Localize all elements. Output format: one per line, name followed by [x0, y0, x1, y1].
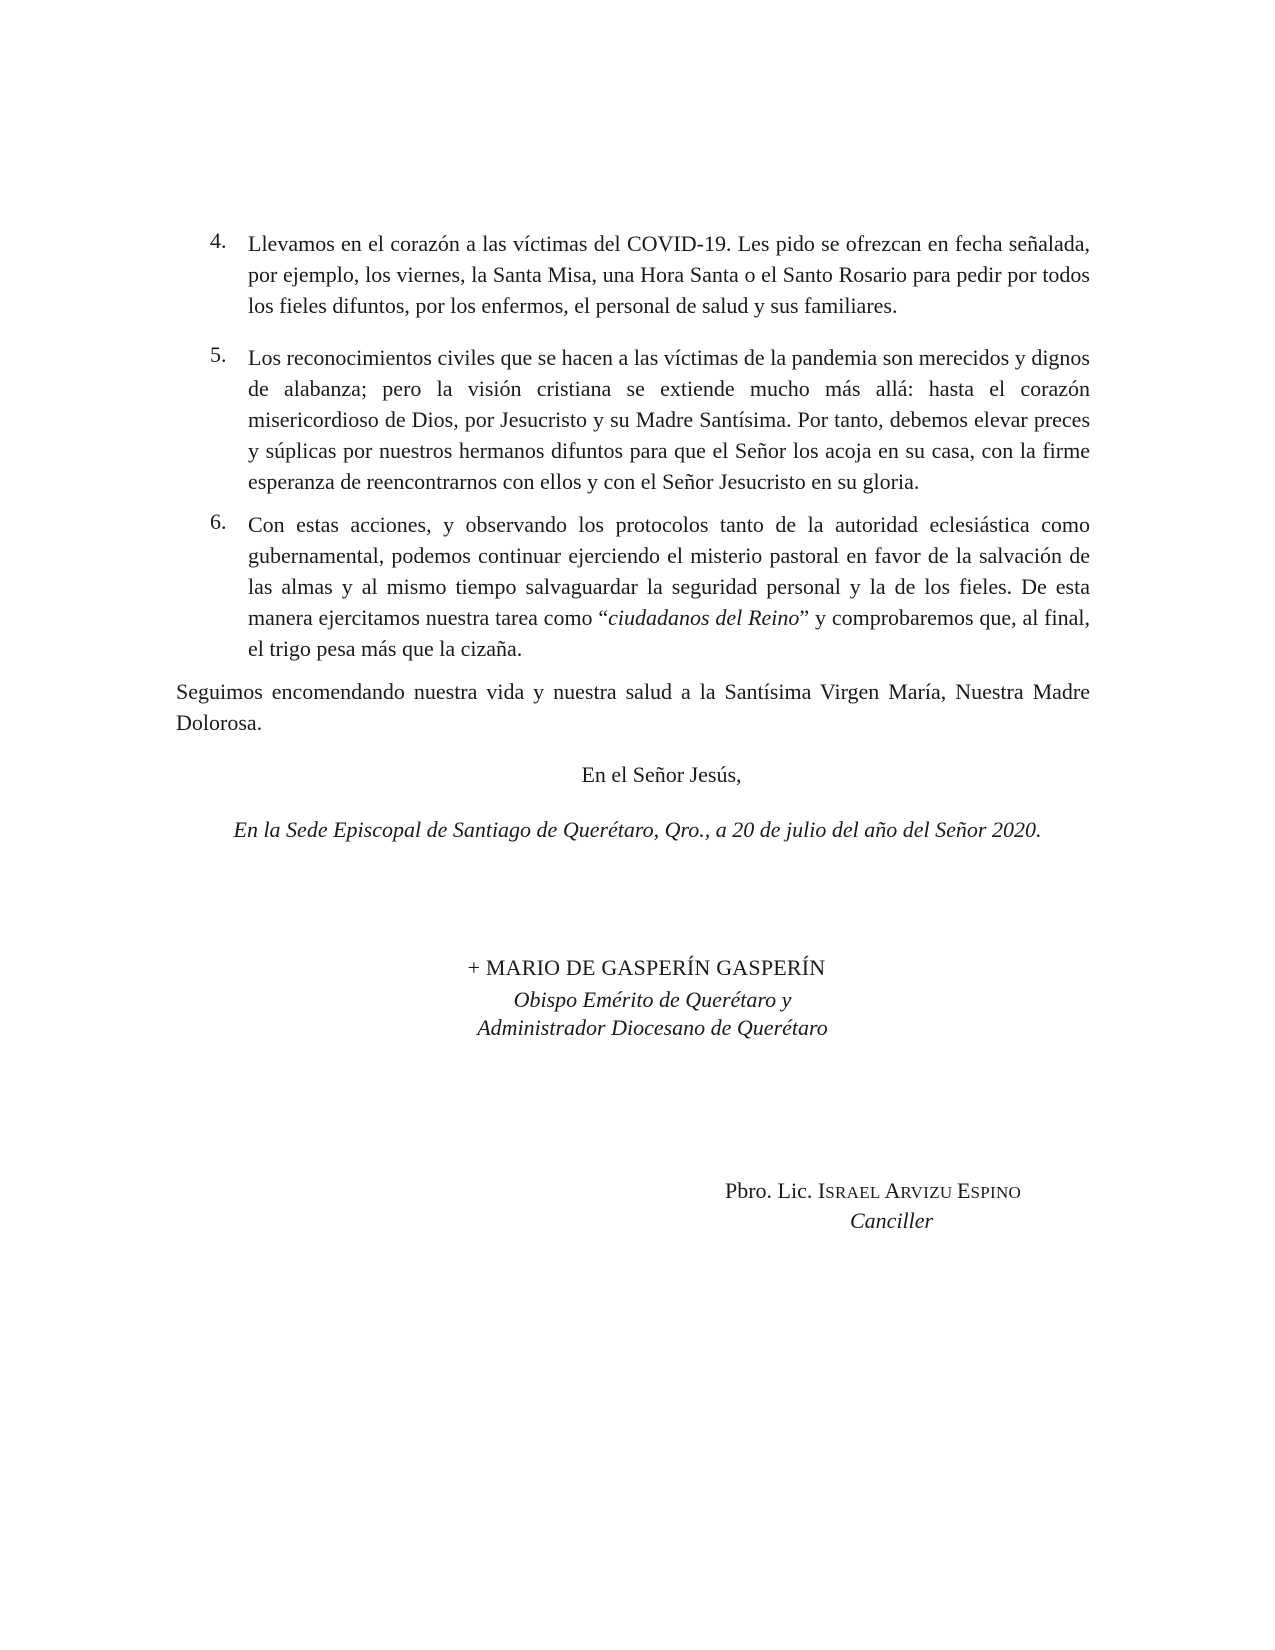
name-initial: I	[817, 1178, 826, 1203]
name-smallcaps: SRAEL	[825, 1183, 885, 1202]
text-before: Con estas acciones, y observando los protocolos tanto de la autoridad eclesiástica como gubernamental, podemos continuar ejerciendo el misterio pastoral en favor de la salvación de las almas y al mismo tiempo salvaguardar la seguridad personal y la de los fieles. De esta manera ejercitamos nuestra tarea como “	[248, 512, 1090, 630]
salutation: En el Señor Jesús,	[581, 762, 742, 787]
bishop-name: + MARIO DE GASPERÍN GASPERÍN	[467, 955, 826, 980]
closing-paragraph: Seguimos encomendando nuestra vida y nuestra salud a la Santísima Virgen María, Nuestra Madre Dolorosa.	[176, 679, 1090, 735]
bishop-title-line-1: Obispo Emérito de Querétaro y	[513, 987, 792, 1012]
chancellor-title: Canciller	[850, 1208, 934, 1233]
list-number: 5.	[210, 342, 227, 367]
chancellor-name	[725, 1178, 1065, 1204]
name-initial: E	[957, 1178, 971, 1203]
bishop-title-line-2: Administrador Diocesano de Querétaro	[477, 1015, 828, 1040]
list-item-text	[248, 509, 1090, 664]
list-item-5	[210, 342, 1090, 497]
list-item-text: Llevamos en el corazón a las víctimas del COVID-19. Les pido se ofrezcan en fecha señalada, por ejemplo, los viernes, la Santa Misa, una Hora Santa o el Santo Rosario para pedir por todos los fieles difuntos, por los enfermos, el personal de salud y sus familiares.	[248, 231, 1090, 318]
list-number: 6.	[210, 509, 227, 534]
place-and-date: En la Sede Episcopal de Santiago de Querétaro, Qro., a 20 de julio del año del Señor 2020.	[233, 817, 1042, 842]
name-initial: A	[884, 1178, 901, 1203]
list-item-4	[210, 228, 1090, 321]
chancellor-prefix: Pbro. Lic.	[725, 1178, 818, 1203]
name-smallcaps: SPINO	[970, 1183, 1022, 1202]
italic-phrase: ciudadanos del Reino	[608, 605, 800, 630]
text-after: ” y comprobaremos que, al final, el trigo pesa más que la cizaña.	[248, 605, 1090, 661]
list-item-text: Los reconocimientos civiles que se hacen a las víctimas de la pandemia son merecidos y dignos de alabanza; pero la visión cristiana se extiende mucho más allá: hasta el corazón misericordioso de Dios, por Jesucristo y su Madre Santísima. Por tanto, debemos elevar preces y súplicas por nuestros hermanos difuntos para que el Señor los acoja en su casa, con la firme esperanza de reencontrarnos con ellos y con el Señor Jesucristo en su gloria.	[248, 345, 1090, 494]
name-smallcaps: RVIZU	[900, 1183, 958, 1202]
list-item-6	[210, 509, 1090, 664]
list-number: 4.	[210, 228, 227, 253]
